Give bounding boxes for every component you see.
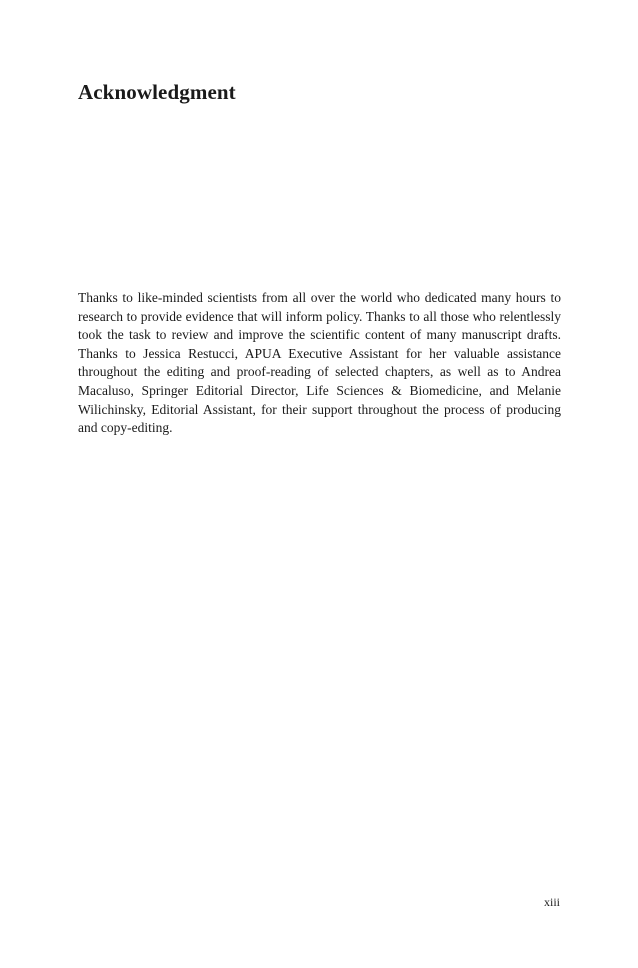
acknowledgment-paragraph: Thanks to like-minded scientists from all over the world who dedicated many hours to research to provide evidence that will inform policy. Thanks to all those who relentlessly took the task to review and improve the scientific content of many manuscript drafts. Thanks to Jessica Restucci, APUA Executive Assistant for her valuable assistance throughout the editing and proof-reading of selected chapters, as well as to Andrea Macaluso, Springer Editorial Director, Life Sciences & Biomedicine, and Melanie Wilichinsky, Editorial Assistant, for their support throughout the process of producing and copy-editing. <box>78 290 561 436</box>
page-number: xiii <box>543 895 560 909</box>
page-title: Acknowledgment <box>78 80 236 104</box>
